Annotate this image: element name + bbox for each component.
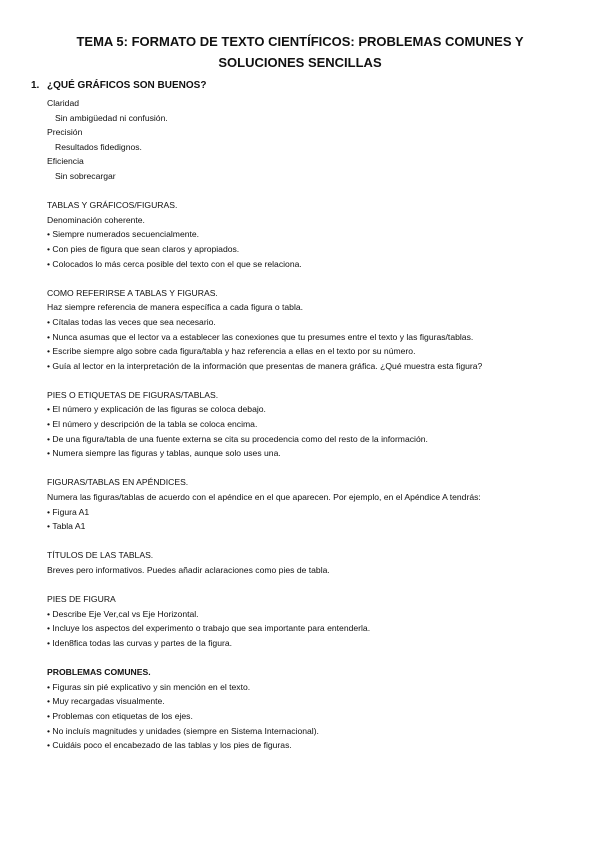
criterion-detail: Sin ambigüedad ni confusión. <box>55 112 168 123</box>
list-item: • Escribe siempre algo sobre cada figura/tabla y haz referencia a ellas en el texto por su número. <box>47 344 577 359</box>
section-intro: Numera las figuras/tablas de acuerdo con el apéndice en el que aparecen. Por ejemplo, en el Apéndice A tendrás: <box>47 492 481 503</box>
list-item: • Colocados lo más cerca posible del texto con el que se relaciona. <box>47 257 577 272</box>
list-item: • Cítalas todas las veces que sea necesario. <box>47 315 577 330</box>
list-item: • Guía al lector en la interpretación de la información que presentas de manera gráfica. ¿Qué muestra esta figura? <box>47 359 577 374</box>
list-item: • Figura A1 <box>47 505 577 520</box>
section-heading: PIES DE FIGURA <box>47 594 116 605</box>
list-item: • No incluís magnitudes y unidades (siempre en Sistema Internacional). <box>47 724 577 739</box>
section-heading: FIGURAS/TABLAS EN APÉNDICES. <box>47 477 189 488</box>
list-item: • Tabla A1 <box>47 519 577 534</box>
list-item: • Con pies de figura que sean claros y apropiados. <box>47 242 577 257</box>
list-item: • Figuras sin pié explicativo y sin mención en el texto. <box>47 680 577 695</box>
title-line-1: TEMA 5: FORMATO DE TEXTO CIENTÍFICOS: PROBLEMAS COMUNES Y <box>76 34 524 49</box>
section-intro: Denominación coherente. <box>47 214 145 225</box>
section-heading: TÍTULOS DE LAS TABLAS. <box>47 550 154 561</box>
section-heading: COMO REFERIRSE A TABLAS Y FIGURAS. <box>47 287 218 298</box>
list-item: • Nunca asumas que el lector va a establecer las conexiones que tu presumes entre el texto y las figuras/tablas. <box>47 330 577 345</box>
list-item: • Iden8fica todas las curvas y partes de la figura. <box>47 636 577 651</box>
list-item: • Problemas con etiquetas de los ejes. <box>47 709 577 724</box>
section-heading: PIES O ETIQUETAS DE FIGURAS/TABLAS. <box>47 389 219 400</box>
criterion-label: Precisión <box>47 127 83 138</box>
document-body <box>47 96 577 753</box>
list-item: • Siempre numerados secuencialmente. <box>47 227 577 242</box>
section-heading-text: ¿QUÉ GRÁFICOS SON BUENOS? <box>47 80 207 91</box>
section-text: Breves pero informativos. Puedes añadir aclaraciones como pies de tabla. <box>47 565 330 575</box>
criterion-label: Eficiencia <box>47 156 84 167</box>
section-1-heading <box>31 80 206 92</box>
section-heading: TABLAS Y GRÁFICOS/FIGURAS. <box>47 200 178 211</box>
list-item: • Describe Eje Ver,cal vs Eje Horizontal. <box>47 607 577 622</box>
criterion-label: Claridad <box>47 98 80 108</box>
section-number: 1. <box>31 80 40 91</box>
criterion-detail: Sin sobrecargar <box>55 170 116 181</box>
list-item: • De una figura/tabla de una fuente externa se cita su procedencia como del resto de la información. <box>47 432 577 447</box>
list-item: • Muy recargadas visualmente. <box>47 694 577 709</box>
criterion-detail: Resultados fidedignos. <box>55 141 142 152</box>
list-item: • Cuidáis poco el encabezado de las tablas y los pies de figuras. <box>47 738 577 753</box>
list-item: • Numera siempre las figuras y tablas, aunque solo uses una. <box>47 446 577 461</box>
list-item: • El número y explicación de las figuras se coloca debajo. <box>47 402 577 417</box>
section-heading: PROBLEMAS COMUNES. <box>47 667 151 678</box>
section-intro: Haz siempre referencia de manera específica a cada figura o tabla. <box>47 302 304 313</box>
list-item: • Incluye los aspectos del experimento o trabajo que sea importante para entenderla. <box>47 621 577 636</box>
title-line-2: SOLUCIONES SENCILLAS <box>218 55 382 70</box>
list-item: • El número y descripción de la tabla se coloca encima. <box>47 417 577 432</box>
document-title <box>40 31 560 73</box>
